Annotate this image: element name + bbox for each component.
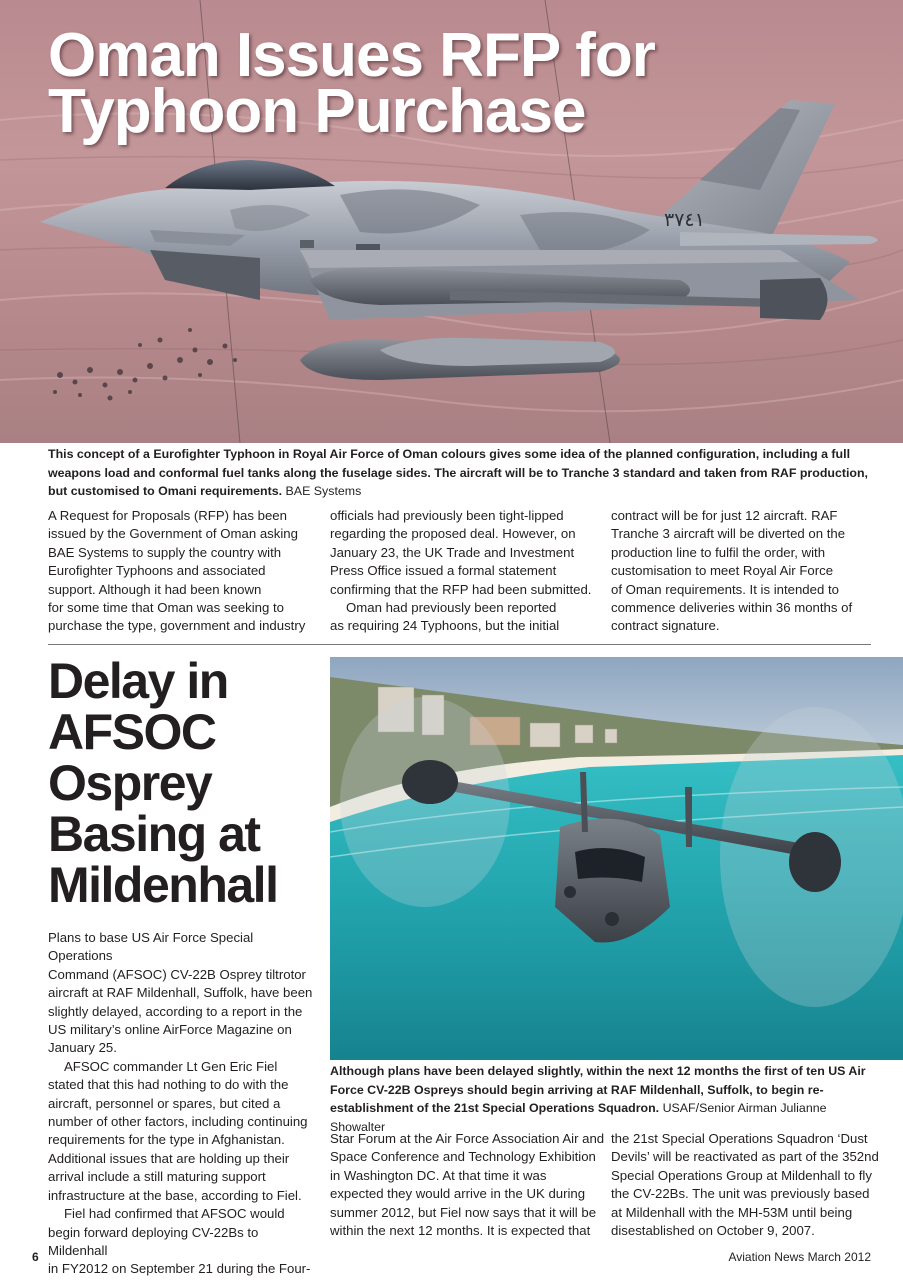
text-line: disestablished on October 9, 2007. <box>611 1223 815 1239</box>
text-line: Plans to base US Air Force Special Operations <box>48 930 254 964</box>
text-line: slightly delayed, according to a report in the <box>48 1003 303 1019</box>
text-line: AFSOC commander Lt Gen Eric Fiel <box>64 1058 278 1074</box>
text-line: for some time that Oman was seeking to <box>48 600 285 616</box>
text-line: expected they would arrive in the UK during <box>330 1186 586 1202</box>
text-line: in Washington DC. At that time it was <box>330 1167 547 1183</box>
article2-column-1 <box>48 929 318 1279</box>
publication-footer: Aviation News March 2012 <box>728 1250 871 1264</box>
text-line: BAE Systems to supply the country with <box>48 544 282 560</box>
text-line: within the next 12 months. It is expected that <box>330 1223 591 1239</box>
text-line: January 25. <box>48 1040 117 1056</box>
text-line: regarding the proposed deal. However, on <box>330 526 576 542</box>
text-line: stated that this had nothing to do with the <box>48 1077 289 1093</box>
text-line: US military’s online AirForce Magazine on <box>48 1022 292 1038</box>
text-line: A Request for Proposals (RFP) has been <box>48 508 287 523</box>
article2-column-3 <box>611 1130 881 1240</box>
headline-line: AFSOC <box>48 704 216 760</box>
text-line: begin forward deploying CV-22Bs to Mildenhall <box>48 1224 259 1258</box>
text-line: the 21st Special Operations Squadron ‘Dust <box>611 1131 868 1146</box>
text-line: January 23, the UK Trade and Investment <box>330 544 575 560</box>
text-line: Space Conference and Technology Exhibition <box>330 1149 596 1165</box>
text-line: production line to fulfil the order, with <box>611 544 826 560</box>
text-line: Additional issues that are holding up their <box>48 1150 290 1166</box>
text-line: aircraft, personnel or spares, but cited a <box>48 1095 281 1111</box>
osprey-caption-text: Although plans have been delayed slightly, within the next 12 months the first of ten US Air Force CV-22B Ospreys should begin arriving at RAF Mildenhall, Suffolk, to begin re-establishment of the 21st Special Operations Squadron. <box>330 1064 866 1115</box>
article1-column-3 <box>611 507 876 636</box>
text-line: confirming that the RFP had been submitted. <box>330 581 592 597</box>
text-line: in FY2012 on September 21 during the Four- <box>48 1261 311 1277</box>
text-line: purchase the type, government and industry <box>48 618 306 634</box>
text-line: Devils’ will be reactivated as part of the 352nd <box>611 1149 879 1165</box>
text-line: summer 2012, but Fiel now says that it will be <box>330 1204 597 1220</box>
text-line: contract will be for just 12 aircraft. RAF <box>611 508 838 523</box>
text-line: Eurofighter Typhoons and associated <box>48 563 266 579</box>
text-line: support. Although it had been known <box>48 581 262 597</box>
tail-code: ٣٧٤١ <box>664 209 705 231</box>
text-line: the CV-22Bs. The unit was previously based <box>611 1186 870 1202</box>
text-line: issued by the Government of Oman asking <box>48 526 298 542</box>
section-divider <box>48 644 871 645</box>
text-line: Command (AFSOC) CV-22B Osprey tiltrotor <box>48 966 306 982</box>
headline-line: Basing at <box>48 806 260 862</box>
typhoon-caption-text: This concept of a Eurofighter Typhoon in Royal Air Force of Oman colours gives some idea of the planned configuration, including a full weapons load and conformal fuel tanks along the fuselage sides. The aircraft will be to Tranche 3 standard and taken from RAF production, but customised to Omani requirements. <box>48 447 868 498</box>
text-line: infrastructure at the base, according to Fiel. <box>48 1187 302 1203</box>
text-line: officials had previously been tight-lipped <box>330 508 564 523</box>
text-line: Special Operations Group at Mildenhall to fly <box>611 1167 872 1183</box>
title-line-1: Oman Issues RFP for <box>48 21 655 90</box>
typhoon-caption <box>48 445 871 501</box>
text-line: aircraft at RAF Mildenhall, Suffolk, have been <box>48 985 313 1001</box>
page-title <box>48 21 655 146</box>
text-line: Star Forum at the Air Force Association Air and <box>330 1131 605 1146</box>
article1-column-2 <box>330 507 600 636</box>
headline-line: Osprey <box>48 755 212 811</box>
text-line: number of other factors, including continuing <box>48 1114 308 1130</box>
text-line: of Oman requirements. It is intended to <box>611 581 839 597</box>
article2-column-2 <box>330 1130 605 1240</box>
text-line: commence deliveries within 36 months of <box>611 600 853 616</box>
osprey-photo-credit: USAF/Senior Airman Julianne Showalter <box>330 1101 827 1134</box>
typhoon-photo-credit: BAE Systems <box>285 484 362 498</box>
text-line: arrival include a still maturing support <box>48 1169 266 1185</box>
text-line: contract signature. <box>611 618 720 634</box>
title-line-2: Typhoon Purchase <box>48 77 586 146</box>
text-line: Press Office issued a formal statement <box>330 563 557 579</box>
text-line: Tranche 3 aircraft will be diverted on the <box>611 526 846 542</box>
text-line: at Mildenhall with the MH-53M until being <box>611 1204 853 1220</box>
text-line: requirements for the type in Afghanistan. <box>48 1132 285 1148</box>
osprey-illustration <box>330 657 903 1060</box>
headline-line: Mildenhall <box>48 857 278 913</box>
article1-column-1 <box>48 507 318 636</box>
headline-line: Delay in <box>48 653 228 709</box>
osprey-caption <box>330 1062 875 1136</box>
page-number: 6 <box>32 1250 39 1264</box>
text-line: as requiring 24 Typhoons, but the initial <box>330 618 560 634</box>
text-line: customisation to meet Royal Air Force <box>611 563 834 579</box>
article2-headline <box>48 653 338 913</box>
osprey-photo <box>330 657 903 1060</box>
typhoon-photo <box>0 0 903 443</box>
text-line: Fiel had confirmed that AFSOC would <box>64 1206 285 1222</box>
text-line: Oman had previously been reported <box>346 600 557 616</box>
